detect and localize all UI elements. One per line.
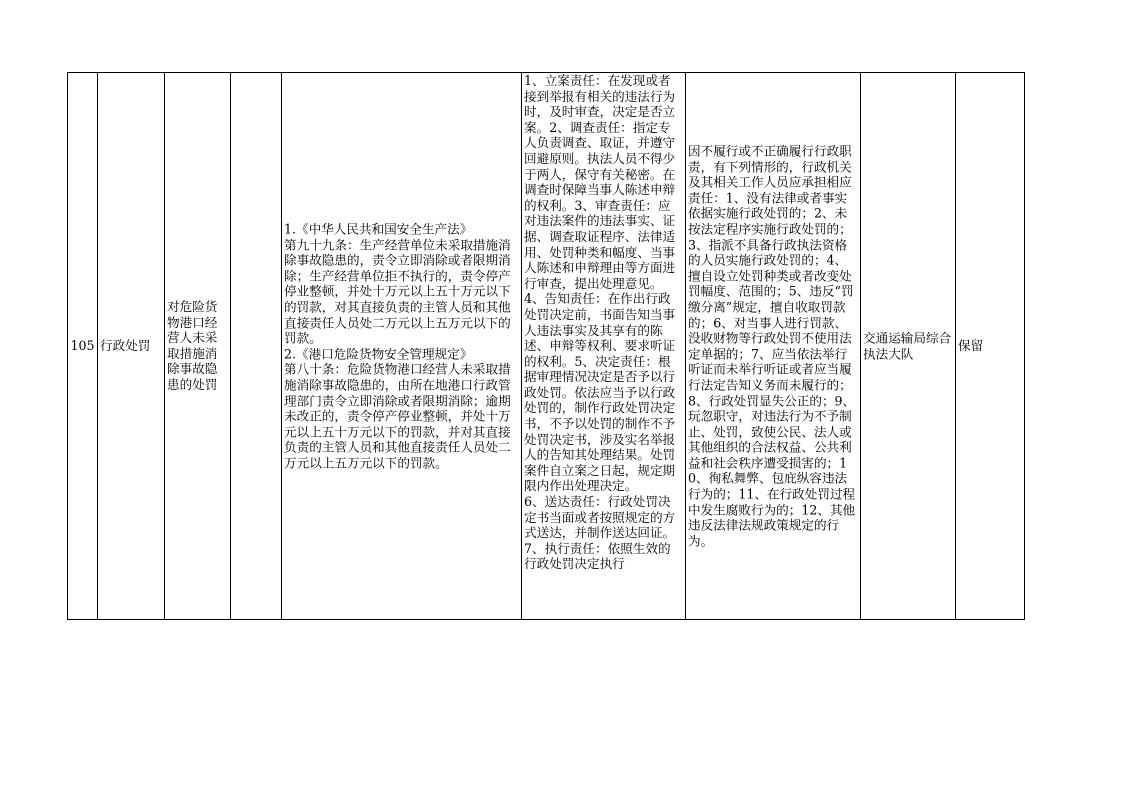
cell-liability <box>686 73 861 619</box>
legal-basis-text: 1.《中华人民共和国安全生产法》 第九十九条：生产经营单位未采取措施消除事故隐患的，责令立即消除或者限期消除；生产经营单位拒不执行的，责令停产停业整顿，并处十万元以上五十万元以下的罚款，对其直接负责的主管人员和其他直接责任人员处二万元以上五万元以下的罚款。 2.《港口危险货物安全管理规定》 第八十条：危险货物港口经营人未采取措施消除事故隐患的，由所在地港口行政管理部门责令立即消除或者限期消除；逾期未改正的，责令停产停业整顿，并处十万元以上五十万元以下的罚款，并对其直接负责的主管人员和其他直接责任人员处二万元以上五万元以下的罚款。 <box>284 221 511 471</box>
row-number-text: 105 <box>70 338 95 354</box>
department-text: 交通运输局综合执法大队 <box>863 330 952 361</box>
cell-category <box>98 73 165 619</box>
cell-legal-basis <box>282 73 522 619</box>
cell-responsibilities <box>522 73 686 619</box>
item-name-text: 对危险货物港口经营人未采取措施消除事故隐患的处罚 <box>167 299 218 393</box>
cell-sub-item <box>231 73 282 619</box>
cell-row-number <box>68 73 98 619</box>
category-text: 行政处罚 <box>100 338 151 354</box>
cell-remark <box>956 73 1024 619</box>
remark-text: 保留 <box>958 338 984 354</box>
power-list-table <box>67 72 1025 620</box>
cell-item-name <box>165 73 231 619</box>
liability-text: 因不履行或不正确履行行政职责，有下列情形的，行政机关及其相关工作人员应承担相应责任：1、没有法律或者事实依据实施行政处罚的；2、未按法定程序实施行政处罚的；3、指派不具备行政执法资格的人员实施行政处罚的；4、擅自设立处罚种类或者改变处罚幅度、范围的；5、违反“罚缴分离”规定，擅自收取罚款的；6、对当事人进行罚款、没收财物等行政处罚不使用法定单据的；7、应当依法举行听证而未举行听证或者应当履行法定告知义务而未履行的；8、行政处罚显失公正的；9、玩忽职守，对违法行为不予制止、处罚，致使公民、法人或其他组织的合法权益、公共利益和社会秩序遭受损害的；10、徇私舞弊、包庇纵容违法行为的；11、在行政处罚过程中发生腐败行为的；12、其他违反法律法规政策规定的行为。 <box>688 143 856 549</box>
cell-department <box>861 73 956 619</box>
responsibilities-text: 1、立案责任：在发现或者接到举报有相关的违法行为时，及时审查，决定是否立案。2、调查责任：指定专人负责调查、取证，并遵守回避原则。执法人员不得少于两人，保守有关秘密。在调查时保障当事人陈述申辩的权利。3、审查责任：应对违法案件的违法事实、证据、调查取证程序、法律适用、处罚种类和幅度、当事人陈述和申辩理由等方面进行审查，提出处理意见。4、告知责任：在作出行政处罚决定前，书面告知当事人违法事实及其享有的陈述、申辩等权利、要求听证的权利。5、决定责任：根据审理情况决定是否予以行政处罚。依法应当予以行政处罚的，制作行政处罚决定书，不予以处罚的制作不予处罚决定书，涉及实名举报人的告知其处理结果。处罚案件自立案之日起，规定期限内作出处理决定。 6、送达责任：行政处罚决定书当面或者按照规定的方式送达，并制作送达回证。7、执行责任：依照生效的行政处罚决定执行 <box>524 73 676 572</box>
